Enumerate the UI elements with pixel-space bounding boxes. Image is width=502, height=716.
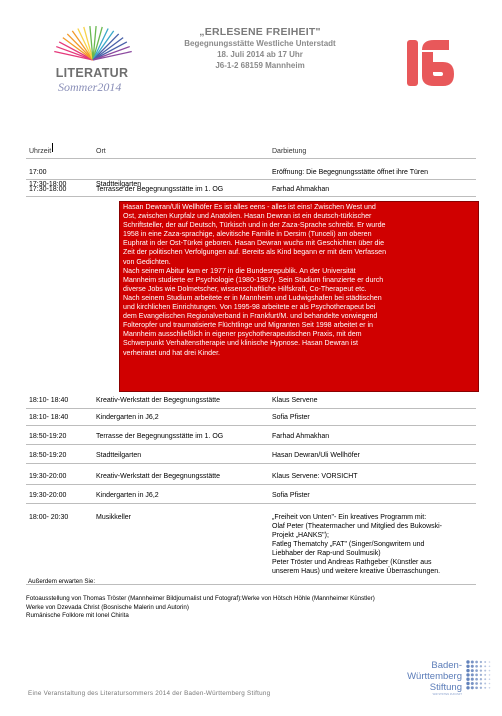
bw-dot [471, 678, 474, 681]
event-line: Olaf Peter (Theatermacher und Mitglied des Bukowski- [272, 523, 443, 530]
table-rule [26, 503, 476, 504]
table-rule [26, 463, 476, 464]
bw-dot [480, 682, 482, 684]
bw-dot [466, 678, 469, 681]
bw-dot [466, 673, 469, 676]
bio-line: dem Evangelischen Regionalverband in Frankfurt/M. und behandelte vorwiegend [123, 312, 378, 321]
bw-dot [475, 661, 478, 664]
header-time: Uhrzeit [29, 148, 52, 155]
row-event: Sofia Pfister [272, 492, 310, 499]
footer-text: Eine Veranstaltung des Literatursommers 2014 der Baden-Württemberg Stiftung [28, 690, 271, 697]
bio-line: Ost, zwischen Kurpfalz und Anatolien. Hasan Dewran ist ein deutsch-türkischer [123, 212, 372, 221]
row-place: Kindergarten in J6,2 [96, 492, 159, 499]
bw-dot [484, 678, 486, 680]
bw-dot [471, 669, 474, 672]
bw-dot [480, 687, 482, 689]
logo-line2: Sommer2014 [58, 80, 122, 94]
extras-heading: Außerdem erwarten Sie: [28, 578, 96, 585]
bw-dot [480, 678, 482, 680]
bio-line: Schwerpunkt Verhaltenstherapie und klinische Hypnose. Hasan Dewran ist [123, 339, 359, 348]
row-place: Stadtteilgarten [96, 452, 142, 459]
bw-dot [480, 674, 482, 676]
event-line: unserem Haus) und weitere kreative Überraschungen. [272, 568, 441, 575]
bw-dot [484, 665, 486, 667]
bw-dot [471, 660, 474, 663]
j6-logo-icon [407, 36, 457, 88]
extras-line: Werke von Dzevada Christ (Bosnische Malerin und Autorin) [26, 603, 189, 611]
row-event: Farhad Ahmakhan [272, 186, 330, 193]
event-line: „Freiheit von Unten"- Ein kreatives Programm mit: [272, 514, 427, 521]
bw-dot [489, 683, 491, 685]
table-rule [26, 196, 476, 197]
row-place: Terrasse der Begegnungsstätte im 1. OG [96, 433, 224, 440]
bio-line: Folteropfer und traumatisierte Flüchtlinge und Migranten Seit 1998 arbeitet er in [123, 321, 373, 330]
fan-ray [59, 42, 93, 60]
bio-box [119, 201, 479, 392]
literatur-sommer-logo [48, 20, 138, 100]
bw-dot [475, 674, 478, 677]
row-place: Stadtteilgarten [96, 181, 142, 188]
event-header [160, 26, 360, 71]
bio-line: Nach seinem Studium arbeitete er in Mannheim und Ludwigshafen bei städtischen [123, 293, 382, 302]
row-event: Eröffnung: Die Begegnungsstätte öffnet ihre Türen [272, 169, 429, 176]
event-line: Fatleg Thematchy „FAT" (Singer/Songwritern und [272, 541, 425, 548]
bw-line3: Stiftung [429, 682, 462, 693]
bw-dot [484, 661, 486, 663]
extras-line: Rumänische Folklore mit Ionel Chirita [26, 612, 129, 620]
bw-dot [466, 682, 469, 685]
bw-dot [475, 669, 478, 672]
bio-line: Schriftsteller, der auf Deutsch, Türkisch und in der Zaza-Sprache schreibt. Er wurde [123, 221, 386, 230]
table-rule [26, 425, 476, 426]
event-address: J6-1-2 68159 Mannheim [215, 61, 305, 70]
row-time: 17:30-18:00 [29, 186, 67, 193]
bw-dot [475, 686, 478, 689]
bw-dot [466, 665, 469, 668]
bw-line2: Württemberg [407, 671, 462, 682]
header-place: Ort [96, 148, 106, 155]
table-rule [26, 408, 476, 409]
bio-line: Hasan Dewran/Uli Wellhöfer Es ist alles eens - alles ist eins! Zwischen West und [123, 203, 376, 211]
table-rule [26, 484, 476, 485]
text-cursor [52, 143, 53, 152]
row-time: 18:00- 20:30 [29, 514, 69, 521]
row-event: Farhad Ahmakhan [272, 433, 330, 440]
bw-dot [466, 686, 469, 689]
book-fan-icon [48, 20, 138, 66]
bio-line: und kirchlichen Einrichtungen. Von 1995-98 arbeitete er als Psychotherapeut bei [123, 303, 376, 312]
row-event: Klaus Servene: VORSICHT [272, 473, 358, 480]
header-event: Darbietung [272, 148, 307, 155]
bio-line: 1958 in eine Zaza-sprachige, alevitische Familie in Dersim (Tunceli) am oberen [123, 230, 372, 239]
bw-dot [480, 665, 482, 667]
bw-dot [471, 673, 474, 676]
bw-dot [466, 669, 469, 672]
bio-line: Mannheim studierte er Psychologie (1980-1987). Sein Studium finanzierte er durch [123, 275, 384, 284]
row-place: Kreativ-Werkstatt der Begegnungsstätte [96, 473, 220, 480]
event-line: Peter Tröster und Andreas Rathgeber (Künstler aus [272, 559, 432, 566]
bio-line: diverse Jobs wie Dolmetscher, wissenschaftliche Hilfskraft, Co-Therapeut etc. [123, 284, 367, 293]
row-time: 18:10- 18:40 [29, 414, 69, 421]
row-place: Kreativ-Werkstatt der Begegnungsstätte [96, 397, 220, 404]
bw-dot [489, 666, 491, 668]
bw-dot [475, 682, 478, 685]
row-time: 19:30-20:00 [29, 492, 67, 499]
event-title: „ERLESENE FREIHEIT" [199, 26, 321, 38]
bw-stiftung-logo [398, 656, 498, 711]
bw-line1: Baden- [431, 660, 462, 671]
bw-tagline: WIR STIFTEN ZUKUNFT [432, 693, 462, 696]
fan-ray [93, 42, 127, 60]
bio-line: Zeit der politischen Verfolgungen auf. Bereits als Kind begann er mit dem Verfassen [123, 248, 387, 257]
bio-line: verheiratet und hat drei Kinder. [123, 348, 221, 357]
row-place: Kindergarten in J6,2 [96, 414, 159, 421]
event-line: Projekt „HANKS"); [272, 532, 329, 539]
extras-line: Fotoausstellung von Thomas Tröster (Mannheimer Bildjournalist und Fotograf):Werke von Hötsch Höhle (Mannheimer Künstler) [26, 595, 375, 603]
row-time: 18:50-19:20 [29, 433, 67, 440]
bio-line: Euphrat in der Ost-Türkei geboren. Hasan Dewran wuchs mit Geschichten über die [123, 239, 385, 248]
row-time: 18:10- 18:40 [29, 397, 69, 404]
bw-dot [484, 687, 486, 689]
bw-dot [480, 661, 482, 663]
extras-list [26, 595, 375, 620]
bw-dot [484, 670, 486, 672]
row-time: 18:50-19:20 [29, 452, 67, 459]
row-time: 17:00 [29, 169, 47, 176]
row-event: Sofia Pfister [272, 414, 310, 421]
bw-dot [475, 665, 478, 668]
bw-dot [489, 661, 491, 663]
row-event: Klaus Servene [272, 397, 318, 404]
j6-logo [407, 36, 457, 88]
bw-dot [471, 686, 474, 689]
event-date: 18. Juli 2014 ab 17 Uhr [217, 50, 303, 59]
event-venue: Begegnungsstätte Westliche Unterstadt [184, 39, 336, 48]
bw-dot [484, 683, 486, 685]
bw-dot [489, 670, 491, 672]
bw-dot [471, 665, 474, 668]
logo-line1: LITERATUR [55, 66, 129, 80]
row-event [272, 513, 477, 576]
bio-line: Nach seinem Abitur kam er 1977 in die Bundesrepublik. An der Universität [123, 266, 356, 275]
row-time: 19:30-20:00 [29, 473, 67, 480]
bw-dot [466, 660, 469, 663]
bw-dot [475, 678, 478, 681]
bw-dot [471, 682, 474, 685]
row-place: Terrasse der Begegnungsstätte im 1. OG [96, 186, 224, 193]
row-time: 17:30-18:00 [29, 181, 67, 188]
row-place: Musikkeller [96, 514, 132, 521]
bio-line: von Gedichten. [123, 257, 171, 266]
bw-dot [489, 674, 491, 676]
table-rule [26, 444, 476, 445]
event-line: Liebhaber der Rap-und Soulmusik) [272, 550, 381, 557]
table-rule [26, 158, 476, 159]
bw-dot [489, 678, 491, 680]
bw-dot [484, 674, 486, 676]
additional-offerings [26, 578, 375, 621]
bw-dot [480, 669, 482, 671]
bio-line: Mannheim ausschließlich in eigener psychotherapeutischen Praxis, mit dem [123, 330, 362, 339]
bw-dot [489, 687, 491, 689]
row-event: Hasan Dewran/Uli Wellhöfer [272, 452, 360, 459]
